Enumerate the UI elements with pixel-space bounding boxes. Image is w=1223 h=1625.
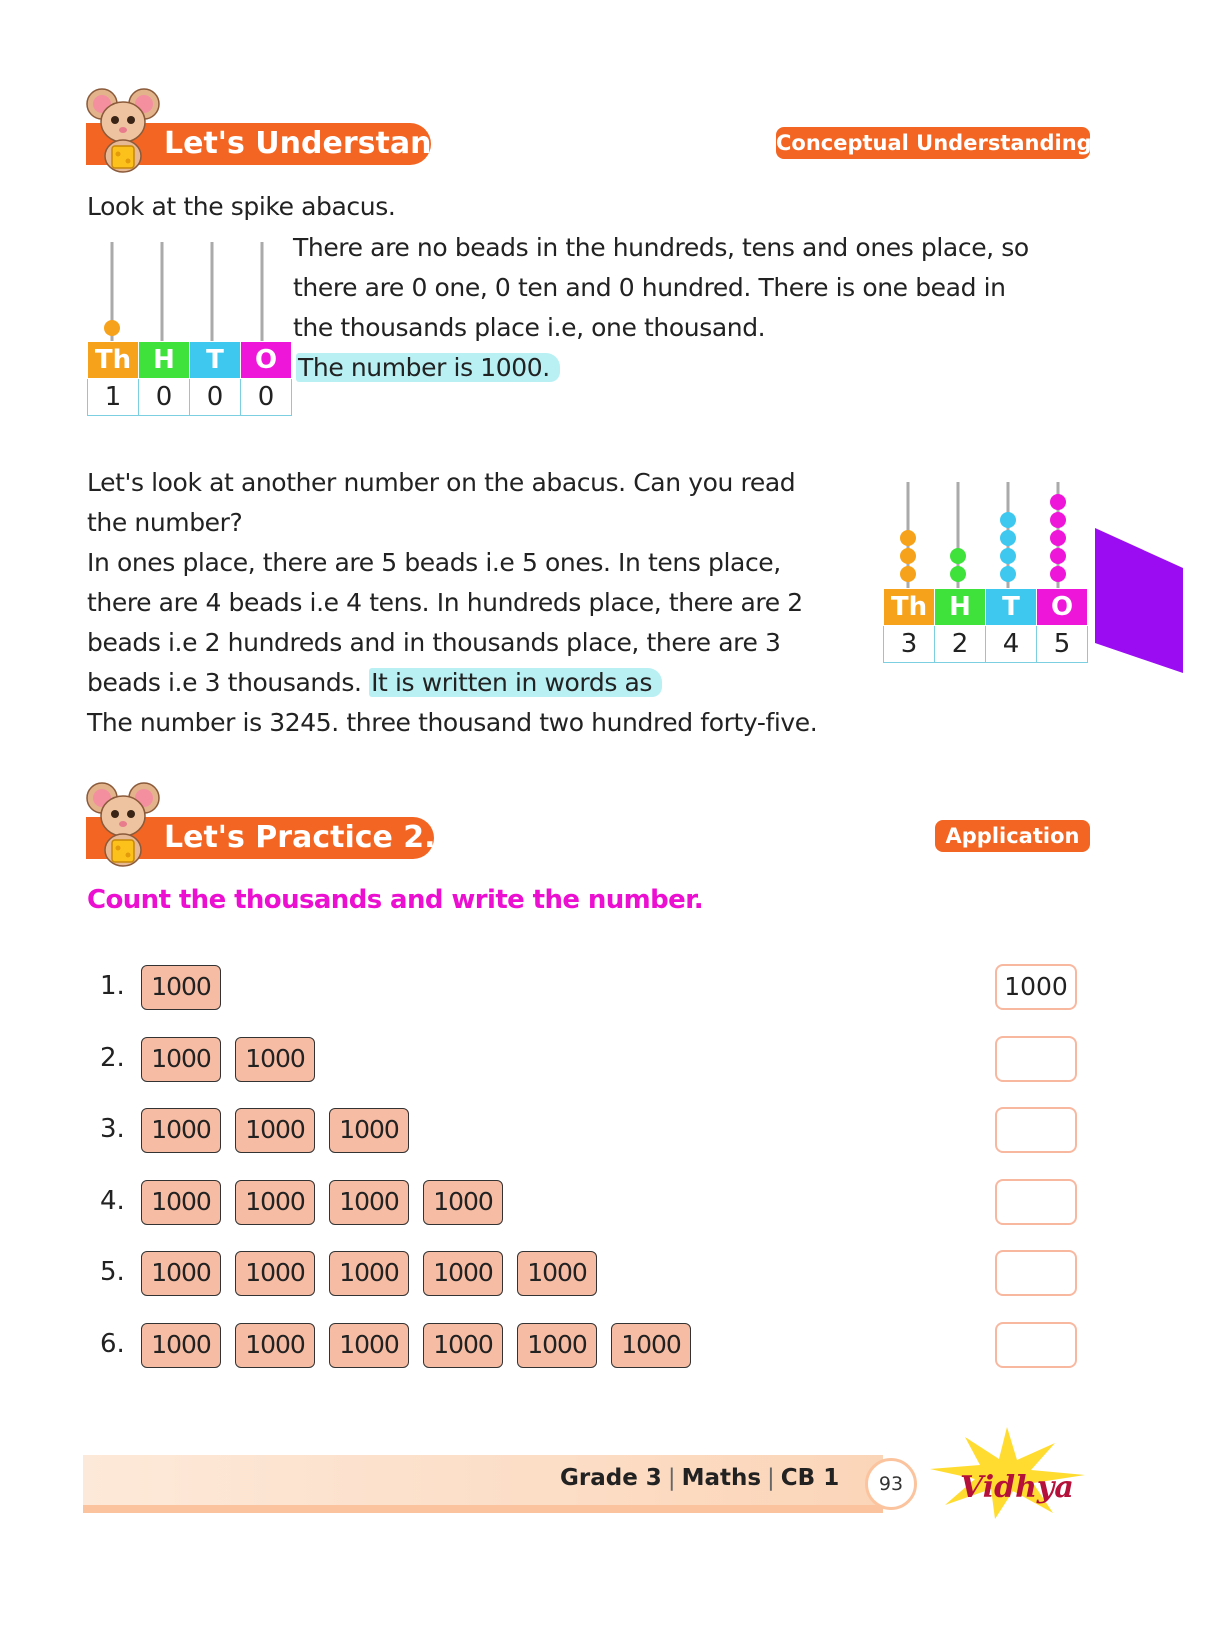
header-thousands: Th [88, 342, 139, 379]
thousand-block: 1000 [141, 1323, 221, 1368]
digit-thousands: 1 [88, 379, 139, 416]
explanation-2-plain: beads i.e 3 thousands. [87, 668, 362, 697]
abacus-bead [950, 548, 966, 564]
section-title-understand: Let's Understand [86, 123, 431, 165]
abacus-bead [950, 566, 966, 582]
abacus-bead [1000, 512, 1016, 528]
thousand-block: 1000 [141, 1251, 221, 1296]
explanation-1-line-3: the thousands place i.e, one thousand. [293, 313, 766, 342]
thousand-block: 1000 [235, 1251, 315, 1296]
footer-subject: Maths [681, 1465, 762, 1491]
header-ones: O [241, 342, 292, 379]
explanation-2-line-4: there are 4 beads i.e 4 tens. In hundreds place, there are 2 [87, 588, 803, 617]
thousand-block: 1000 [329, 1323, 409, 1368]
footer-separator: | [667, 1465, 676, 1491]
explanation-2-line-6 [87, 663, 662, 703]
thousand-block: 1000 [329, 1108, 409, 1153]
header-hundreds: H [935, 589, 986, 626]
explanation-2-line-5: beads i.e 2 hundreds and in thousands place, there are 3 [87, 628, 781, 657]
digit-ones: 0 [241, 379, 292, 416]
answer-box[interactable]: 1000 [995, 964, 1077, 1010]
answer-box[interactable] [995, 1036, 1077, 1082]
header-thousands: Th [884, 589, 935, 626]
abacus-bead [1000, 566, 1016, 582]
thousand-block: 1000 [235, 1323, 315, 1368]
result-1000-highlight: The number is 1000. [296, 353, 560, 382]
footer-line [83, 1505, 883, 1513]
vidhya-logo: Vidhya [960, 1470, 1074, 1505]
abacus-bead [104, 320, 120, 336]
answer-box[interactable] [995, 1107, 1077, 1153]
section-title-practice: Let's Practice 2.1 [86, 817, 434, 859]
question-number: 3. [100, 1114, 125, 1145]
digit-thousands: 3 [884, 626, 935, 663]
tag-application: Application [935, 820, 1090, 852]
header-tens: T [190, 342, 241, 379]
header-tens: T [986, 589, 1037, 626]
thousand-block: 1000 [141, 1108, 221, 1153]
thousand-block: 1000 [423, 1180, 503, 1225]
spike-abacus-1000 [87, 238, 287, 342]
footer-grade: Grade 3 [560, 1465, 662, 1491]
abacus-bead [1050, 566, 1066, 582]
thousand-block: 1000 [517, 1251, 597, 1296]
answer-box[interactable] [995, 1322, 1077, 1368]
explanation-1-line-1: There are no beads in the hundreds, tens and ones place, so [293, 233, 1029, 262]
answer-box[interactable] [995, 1250, 1077, 1296]
abacus-bead [900, 548, 916, 564]
thousand-block: 1000 [141, 1180, 221, 1225]
explanation-2-final: The number is 3245. three thousand two hundred forty-five. [87, 708, 818, 737]
header-hundreds: H [139, 342, 190, 379]
explanation-1-line-2: there are 0 one, 0 ten and 0 hundred. There is one bead in [293, 273, 1006, 302]
answer-box[interactable] [995, 1179, 1077, 1225]
page-number: 93 [865, 1458, 917, 1510]
mouse-mascot-icon [84, 84, 162, 176]
thousand-block: 1000 [423, 1251, 503, 1296]
page-edge-tab [1095, 528, 1223, 673]
abacus-bead [1050, 494, 1066, 510]
practice-instruction: Count the thousands and write the number. [87, 885, 704, 915]
digit-hundreds: 0 [139, 379, 190, 416]
thousand-block: 1000 [235, 1180, 315, 1225]
explanation-2-line-2: the number? [87, 508, 243, 537]
thousand-block: 1000 [141, 1037, 221, 1082]
abacus-bead [1000, 530, 1016, 546]
footer-separator: | [767, 1465, 775, 1491]
spike-abacus-3245 [883, 478, 1083, 588]
explanation-2-highlight: It is written in words as [369, 668, 662, 697]
question-number: 5. [100, 1257, 125, 1288]
explanation-2-line-1: Let's look at another number on the abacus. Can you read [87, 468, 796, 497]
thousand-block: 1000 [423, 1323, 503, 1368]
digit-tens: 4 [986, 626, 1037, 663]
digit-hundreds: 2 [935, 626, 986, 663]
abacus-bead [900, 530, 916, 546]
thousand-block: 1000 [517, 1323, 597, 1368]
abacus-bead [1050, 548, 1066, 564]
abacus-bead [1000, 548, 1016, 564]
abacus-bead [1050, 530, 1066, 546]
footer-info [560, 1465, 839, 1491]
tag-conceptual-understanding: Conceptual Understanding [776, 127, 1090, 159]
digit-ones: 5 [1037, 626, 1088, 663]
question-number: 6. [100, 1329, 125, 1359]
question-number: 1. [100, 971, 125, 1001]
thousand-block: 1000 [141, 965, 221, 1010]
digit-tens: 0 [190, 379, 241, 416]
question-number: 2. [100, 1042, 125, 1073]
thousand-block: 1000 [235, 1037, 315, 1082]
abacus-bead [1050, 512, 1066, 528]
footer-book: CB 1 [780, 1465, 840, 1491]
question-number: 4. [100, 1185, 125, 1216]
thousand-block: 1000 [611, 1323, 691, 1368]
thousand-block: 1000 [235, 1108, 315, 1153]
place-value-table-1 [87, 341, 292, 416]
mouse-mascot-icon [84, 778, 162, 870]
explanation-2-line-3: In ones place, there are 5 beads i.e 5 ones. In tens place, [87, 548, 781, 577]
intro-text: Look at the spike abacus. [87, 192, 396, 221]
thousand-block: 1000 [329, 1180, 409, 1225]
result-1000 [296, 348, 560, 388]
abacus-bead [900, 566, 916, 582]
header-ones: O [1037, 589, 1088, 626]
place-value-table-2 [883, 588, 1088, 663]
thousand-block: 1000 [329, 1251, 409, 1296]
